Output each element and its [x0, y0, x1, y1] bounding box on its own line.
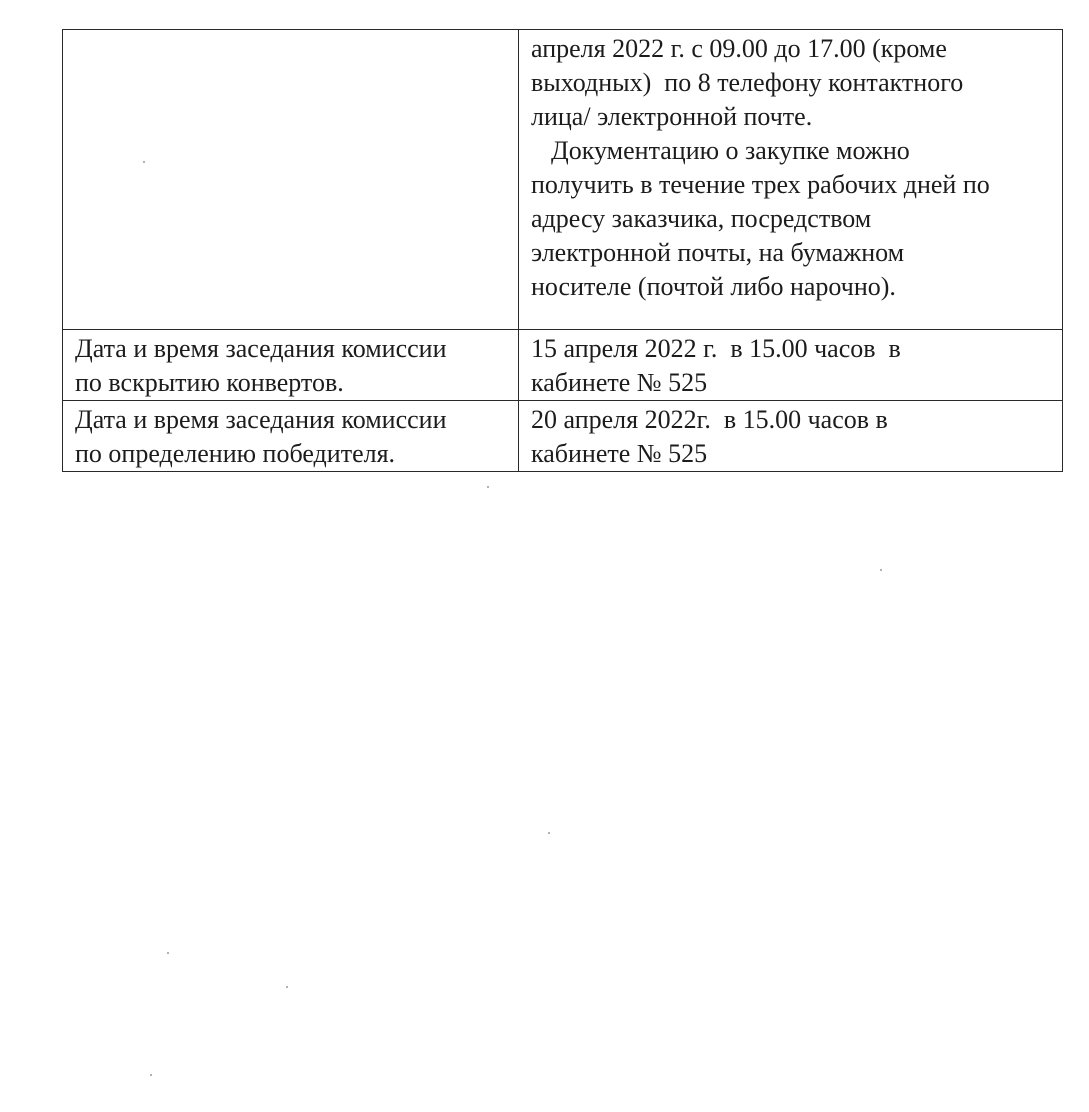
scan-speck — [548, 832, 550, 834]
scan-speck — [286, 986, 288, 988]
text-line: 20 апреля 2022г. в 15.00 часов в — [531, 405, 888, 434]
text-line: выходных) по 8 телефону контактного — [531, 68, 964, 97]
text-line: по определению победителя. — [75, 439, 396, 468]
scan-speck — [143, 161, 145, 163]
scan-speck — [487, 486, 489, 488]
table-row — [63, 330, 1063, 401]
text-line: Документацию о закупке можно — [551, 136, 910, 165]
text-line: получить в течение трех рабочих дней по — [531, 170, 990, 199]
text-line: лица/ электронной почте. — [531, 102, 813, 131]
winner-date-value — [519, 401, 1063, 472]
winner-date-label — [63, 401, 519, 472]
empty-cell — [63, 30, 519, 330]
text-line: электронной почты, на бумажном — [531, 238, 905, 267]
text-line: Дата и время заседания комиссии — [75, 334, 447, 363]
opening-date-value — [519, 330, 1063, 401]
text-line: адресу заказчика, посредством — [531, 204, 872, 233]
scan-speck — [880, 569, 882, 571]
text-line: апреля 2022 г. с 09.00 до 17.00 (кроме — [531, 34, 947, 63]
text-line: кабинете № 525 — [531, 368, 708, 397]
procurement-info-table — [62, 29, 1063, 472]
table-row — [63, 30, 1063, 330]
table-row — [63, 401, 1063, 472]
opening-date-label — [63, 330, 519, 401]
documentation-terms-cell — [519, 30, 1063, 330]
text-line: 15 апреля 2022 г. в 15.00 часов в — [531, 334, 901, 363]
contact-paragraph — [531, 32, 1054, 134]
text-line: по вскрытию конвертов. — [75, 368, 344, 397]
scan-speck — [167, 952, 169, 954]
text-line: кабинете № 525 — [531, 439, 708, 468]
scan-speck — [150, 1074, 152, 1076]
text-line: носителе (почтой либо нарочно). — [531, 272, 896, 301]
text-line: Дата и время заседания комиссии — [75, 405, 447, 434]
documentation-paragraph — [531, 134, 1054, 304]
